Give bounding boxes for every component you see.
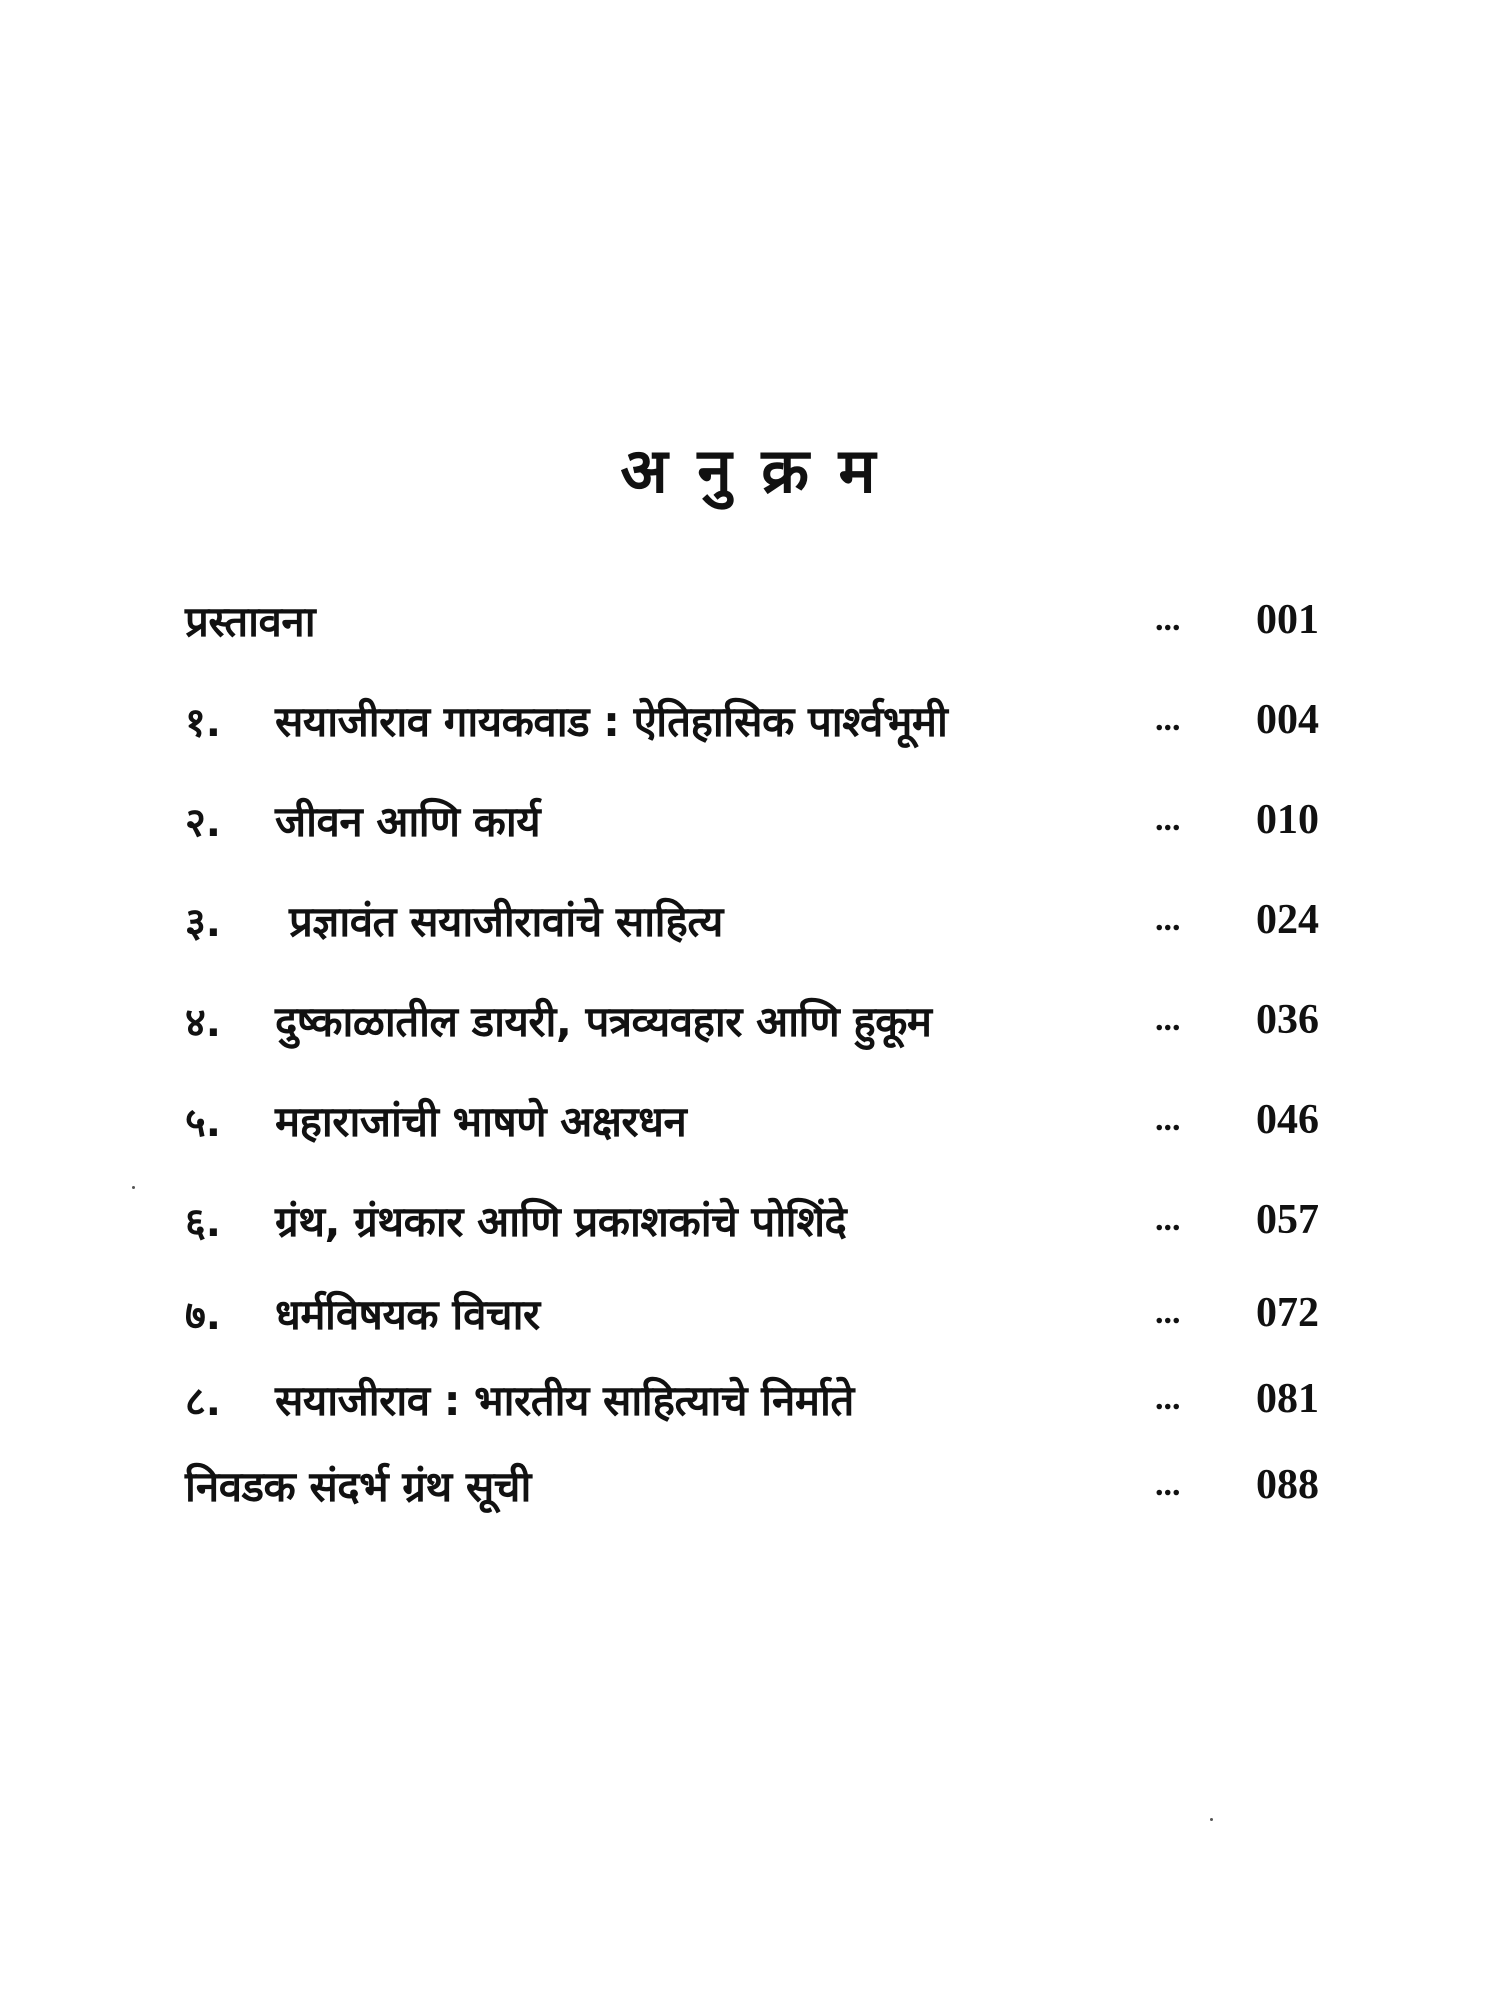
scan-speck bbox=[1210, 1818, 1213, 1821]
toc-entry-number: ५. bbox=[185, 1099, 221, 1146]
toc-entry-page: 004 bbox=[1256, 697, 1319, 743]
toc-entry-leader: ... bbox=[1155, 901, 1181, 938]
toc-entry-page: 001 bbox=[1256, 597, 1319, 643]
toc-entry-title: जीवन आणि कार्य bbox=[275, 796, 541, 846]
toc-entry-page: 036 bbox=[1256, 997, 1319, 1043]
toc-entry-chapter-2 bbox=[185, 770, 1325, 870]
toc-entry-leader: ... bbox=[1155, 1294, 1181, 1331]
toc-entry-chapter-3 bbox=[185, 870, 1325, 970]
toc-entry-chapter-6 bbox=[185, 1170, 1325, 1270]
toc-entry-number: ८. bbox=[185, 1378, 221, 1425]
toc-entry-number: ६. bbox=[185, 1199, 221, 1246]
toc-entry-leader: ... bbox=[1155, 1201, 1181, 1238]
toc-entry-number: १. bbox=[185, 699, 221, 746]
toc-entry-leader: ... bbox=[1155, 601, 1181, 638]
toc-entry-title: महाराजांची भाषणे अक्षरधन bbox=[275, 1096, 687, 1146]
toc-entry-title: दुष्काळातील डायरी, पत्रव्यवहार आणि हुकूम bbox=[275, 996, 932, 1046]
toc-entry-title: सयाजीराव गायकवाड : ऐतिहासिक पार्श्वभूमी bbox=[275, 696, 948, 746]
page-title: अ नु क्र म bbox=[620, 434, 880, 507]
toc-entry-page: 010 bbox=[1256, 797, 1319, 843]
toc-entry-chapter-1 bbox=[185, 670, 1325, 770]
toc-entry-page: 072 bbox=[1256, 1290, 1319, 1336]
toc-entry-number: ३. bbox=[185, 899, 221, 946]
toc-entry-title: निवडक संदर्भ ग्रंथ सूची bbox=[185, 1461, 531, 1511]
toc-entry-page: 046 bbox=[1256, 1097, 1319, 1143]
toc-entry-leader: ... bbox=[1155, 1466, 1181, 1503]
toc-entry-title: ग्रंथ, ग्रंथकार आणि प्रकाशकांचे पोशिंदे bbox=[275, 1196, 847, 1246]
toc-entry-page: 088 bbox=[1256, 1462, 1319, 1508]
toc-entry-title: प्रज्ञावंत सयाजीरावांचे साहित्य bbox=[289, 896, 723, 946]
toc-entry-leader: ... bbox=[1155, 1380, 1181, 1417]
toc-entry-title: धर्मविषयक विचार bbox=[275, 1289, 540, 1339]
toc-entry-chapter-7 bbox=[185, 1270, 1325, 1356]
table-of-contents bbox=[185, 570, 1325, 1528]
toc-entry-leader: ... bbox=[1155, 1101, 1181, 1138]
toc-entry-bibliography bbox=[185, 1442, 1325, 1528]
toc-entry-title: सयाजीराव : भारतीय साहित्याचे निर्माते bbox=[275, 1375, 854, 1425]
toc-entry-leader: ... bbox=[1155, 701, 1181, 738]
toc-entry-leader: ... bbox=[1155, 801, 1181, 838]
toc-entry-preface bbox=[185, 570, 1325, 670]
toc-entry-number: ७. bbox=[185, 1292, 221, 1339]
toc-entry-chapter-8 bbox=[185, 1356, 1325, 1442]
toc-entry-page: 057 bbox=[1256, 1197, 1319, 1243]
toc-entry-page: 024 bbox=[1256, 897, 1319, 943]
scan-speck bbox=[132, 1186, 135, 1189]
toc-entry-chapter-5 bbox=[185, 1070, 1325, 1170]
toc-entry-number: २. bbox=[185, 799, 221, 846]
toc-entry-leader: ... bbox=[1155, 1001, 1181, 1038]
toc-entry-title: प्रस्तावना bbox=[185, 596, 316, 646]
toc-entry-chapter-4 bbox=[185, 970, 1325, 1070]
toc-entry-page: 081 bbox=[1256, 1376, 1319, 1422]
toc-entry-number: ४. bbox=[185, 999, 221, 1046]
